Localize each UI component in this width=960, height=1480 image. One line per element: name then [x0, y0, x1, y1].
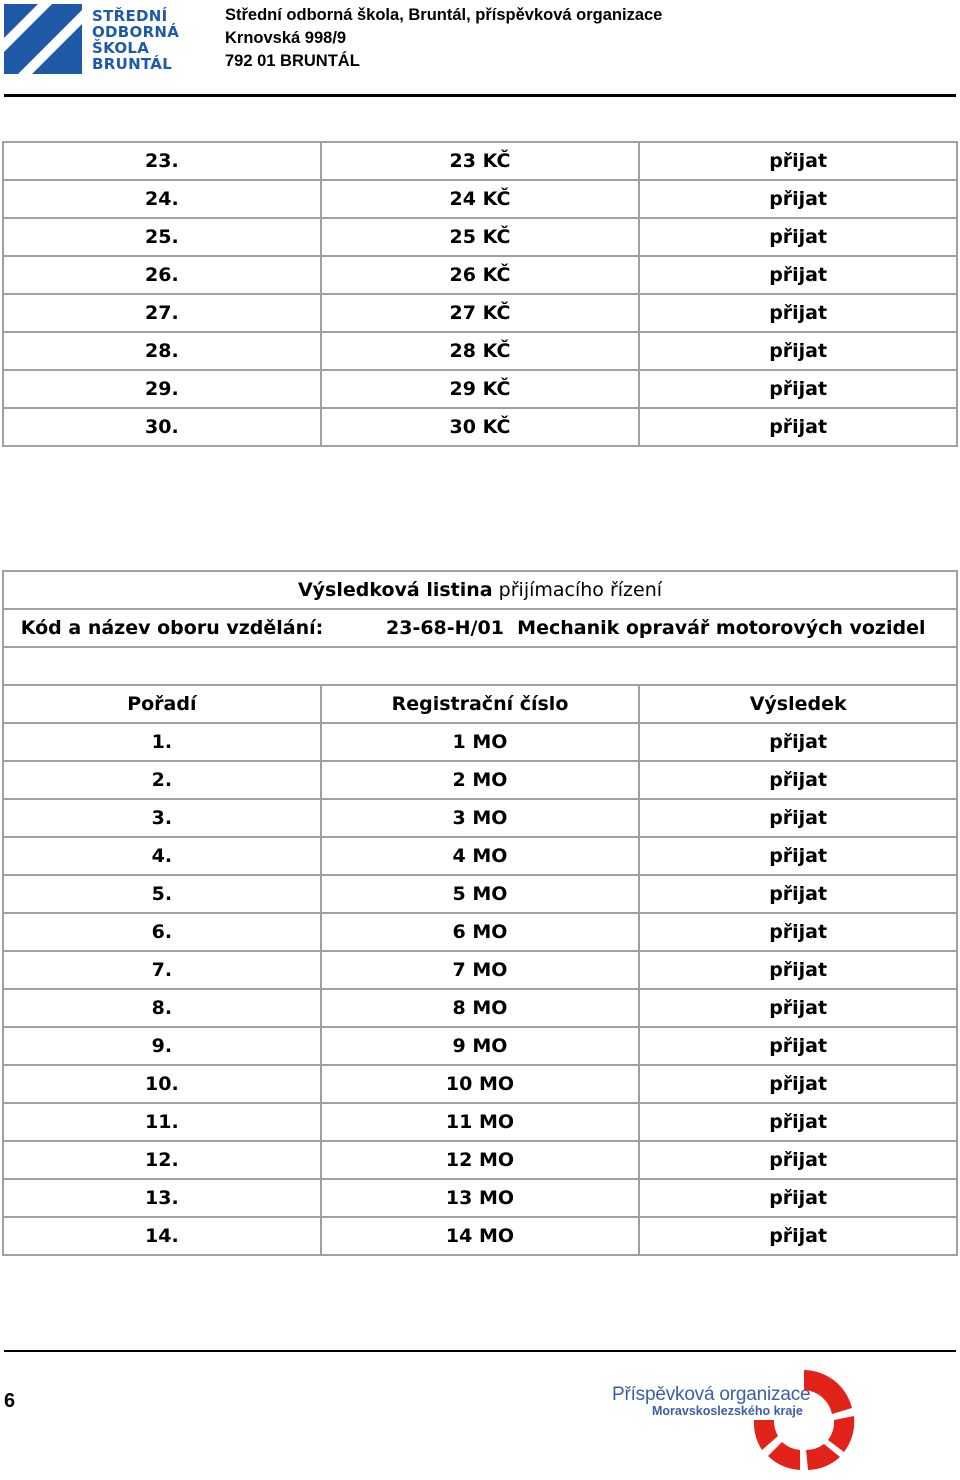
table-row — [3, 875, 957, 913]
school-logo-mark-icon — [4, 4, 82, 74]
address-street: Krnovská 998/9 — [225, 29, 347, 47]
field-name: Mechanik opravář motorových vozidel — [517, 617, 926, 639]
table-row — [3, 1141, 957, 1179]
table-row — [3, 1179, 957, 1217]
cell-result: přijat — [639, 180, 957, 218]
logo-line-3: ŠKOLA — [92, 39, 150, 57]
cell-result: přijat — [639, 370, 957, 408]
field-code: 23-68-H/01 — [386, 617, 504, 639]
table-title — [3, 571, 957, 609]
cell-reg: 30 KČ — [321, 408, 640, 446]
table-row — [3, 408, 957, 446]
cell-result: přijat — [639, 951, 957, 989]
cell-result: přijat — [639, 142, 957, 180]
cell-order: 13. — [3, 1179, 321, 1217]
cell-order: 23. — [3, 142, 321, 180]
cell-order: 4. — [3, 837, 321, 875]
cell-result: přijat — [639, 1179, 957, 1217]
cell-reg: 27 KČ — [321, 294, 640, 332]
table-row — [3, 1103, 957, 1141]
cell-result: přijat — [639, 1027, 957, 1065]
table-row — [3, 799, 957, 837]
cell-reg: 12 MO — [321, 1141, 640, 1179]
table-row — [3, 180, 957, 218]
cell-order: 14. — [3, 1217, 321, 1255]
spacer-row — [3, 647, 957, 685]
cell-reg: 14 MO — [321, 1217, 640, 1255]
cell-result: přijat — [639, 256, 957, 294]
logo-line-4: BRUNTÁL — [92, 55, 173, 73]
cell-order: 9. — [3, 1027, 321, 1065]
header-result: Výsledek — [639, 685, 957, 723]
cell-reg: 5 MO — [321, 875, 640, 913]
field-label: Kód a název oboru vzdělání: — [20, 617, 324, 639]
cell-reg: 24 KČ — [321, 180, 640, 218]
table-row — [3, 837, 957, 875]
cell-reg: 29 KČ — [321, 370, 640, 408]
cell-reg: 6 MO — [321, 913, 640, 951]
cell-result: přijat — [639, 294, 957, 332]
cell-order: 29. — [3, 370, 321, 408]
cell-reg: 8 MO — [321, 989, 640, 1027]
org-line-1: Příspěvková organizace — [612, 1384, 811, 1405]
cell-result: přijat — [639, 1065, 957, 1103]
cell-reg: 2 MO — [321, 761, 640, 799]
cell-result: přijat — [639, 218, 957, 256]
header-order: Pořadí — [3, 685, 321, 723]
school-name: Střední odborná škola, Bruntál, příspěvková organizace — [225, 6, 663, 24]
cell-result: přijat — [639, 913, 957, 951]
table-row — [3, 370, 957, 408]
cell-order: 7. — [3, 951, 321, 989]
field-of-study-row — [3, 609, 957, 647]
cell-order: 1. — [3, 723, 321, 761]
field-of-study — [3, 609, 957, 647]
school-logo-text — [92, 8, 179, 72]
cell-result: přijat — [639, 761, 957, 799]
header-divider — [4, 94, 956, 97]
cell-result: přijat — [639, 1141, 957, 1179]
table-row — [3, 1217, 957, 1255]
cell-reg: 3 MO — [321, 799, 640, 837]
table-row — [3, 951, 957, 989]
table-title-rest: přijímacího řízení — [498, 579, 663, 601]
cell-reg: 1 MO — [321, 723, 640, 761]
table-row — [3, 761, 957, 799]
table-row — [3, 256, 957, 294]
cell-order: 26. — [3, 256, 321, 294]
page-number: 6 — [4, 1390, 16, 1412]
table-title-row — [3, 571, 957, 609]
table-row — [3, 913, 957, 951]
cell-order: 5. — [3, 875, 321, 913]
cell-reg: 28 KČ — [321, 332, 640, 370]
table-title-bold: Výsledková listina — [297, 579, 493, 601]
table-row — [3, 989, 957, 1027]
cell-order: 24. — [3, 180, 321, 218]
logo-line-1: STŘEDNÍ — [92, 7, 168, 25]
table-header-row — [3, 685, 957, 723]
cell-order: 2. — [3, 761, 321, 799]
results-table-kc — [2, 141, 958, 447]
cell-order: 3. — [3, 799, 321, 837]
table-row — [3, 1065, 957, 1103]
spacer-cell — [3, 647, 957, 685]
cell-reg: 10 MO — [321, 1065, 640, 1103]
table-row — [3, 294, 957, 332]
cell-reg: 9 MO — [321, 1027, 640, 1065]
address-city: 792 01 BRUNTÁL — [225, 52, 360, 70]
cell-result: přijat — [639, 1103, 957, 1141]
cell-order: 6. — [3, 913, 321, 951]
results-table-mo — [2, 570, 958, 1256]
cell-result: přijat — [639, 723, 957, 761]
cell-reg: 11 MO — [321, 1103, 640, 1141]
cell-order: 25. — [3, 218, 321, 256]
logo-line-2: ODBORNÁ — [92, 23, 180, 41]
cell-order: 30. — [3, 408, 321, 446]
table-row — [3, 332, 957, 370]
footer-divider — [4, 1350, 956, 1352]
cell-result: přijat — [639, 799, 957, 837]
cell-reg: 25 KČ — [321, 218, 640, 256]
cell-reg: 13 MO — [321, 1179, 640, 1217]
cell-reg: 7 MO — [321, 951, 640, 989]
cell-reg: 26 KČ — [321, 256, 640, 294]
cell-order: 11. — [3, 1103, 321, 1141]
region-logo-icon — [748, 1364, 860, 1476]
cell-result: přijat — [639, 1217, 957, 1255]
table-row — [3, 1027, 957, 1065]
cell-order: 10. — [3, 1065, 321, 1103]
cell-order: 8. — [3, 989, 321, 1027]
cell-order: 27. — [3, 294, 321, 332]
school-logo — [4, 4, 192, 76]
table-row — [3, 142, 957, 180]
cell-result: přijat — [639, 332, 957, 370]
table-row — [3, 723, 957, 761]
table-row — [3, 218, 957, 256]
school-address-block — [225, 4, 662, 73]
header-reg: Registrační číslo — [321, 685, 640, 723]
org-line-2: Moravskoslezského kraje — [652, 1404, 803, 1418]
cell-reg: 4 MO — [321, 837, 640, 875]
cell-result: přijat — [639, 875, 957, 913]
cell-result: přijat — [639, 408, 957, 446]
cell-order: 12. — [3, 1141, 321, 1179]
cell-result: přijat — [639, 837, 957, 875]
cell-order: 28. — [3, 332, 321, 370]
cell-reg: 23 KČ — [321, 142, 640, 180]
cell-result: přijat — [639, 989, 957, 1027]
